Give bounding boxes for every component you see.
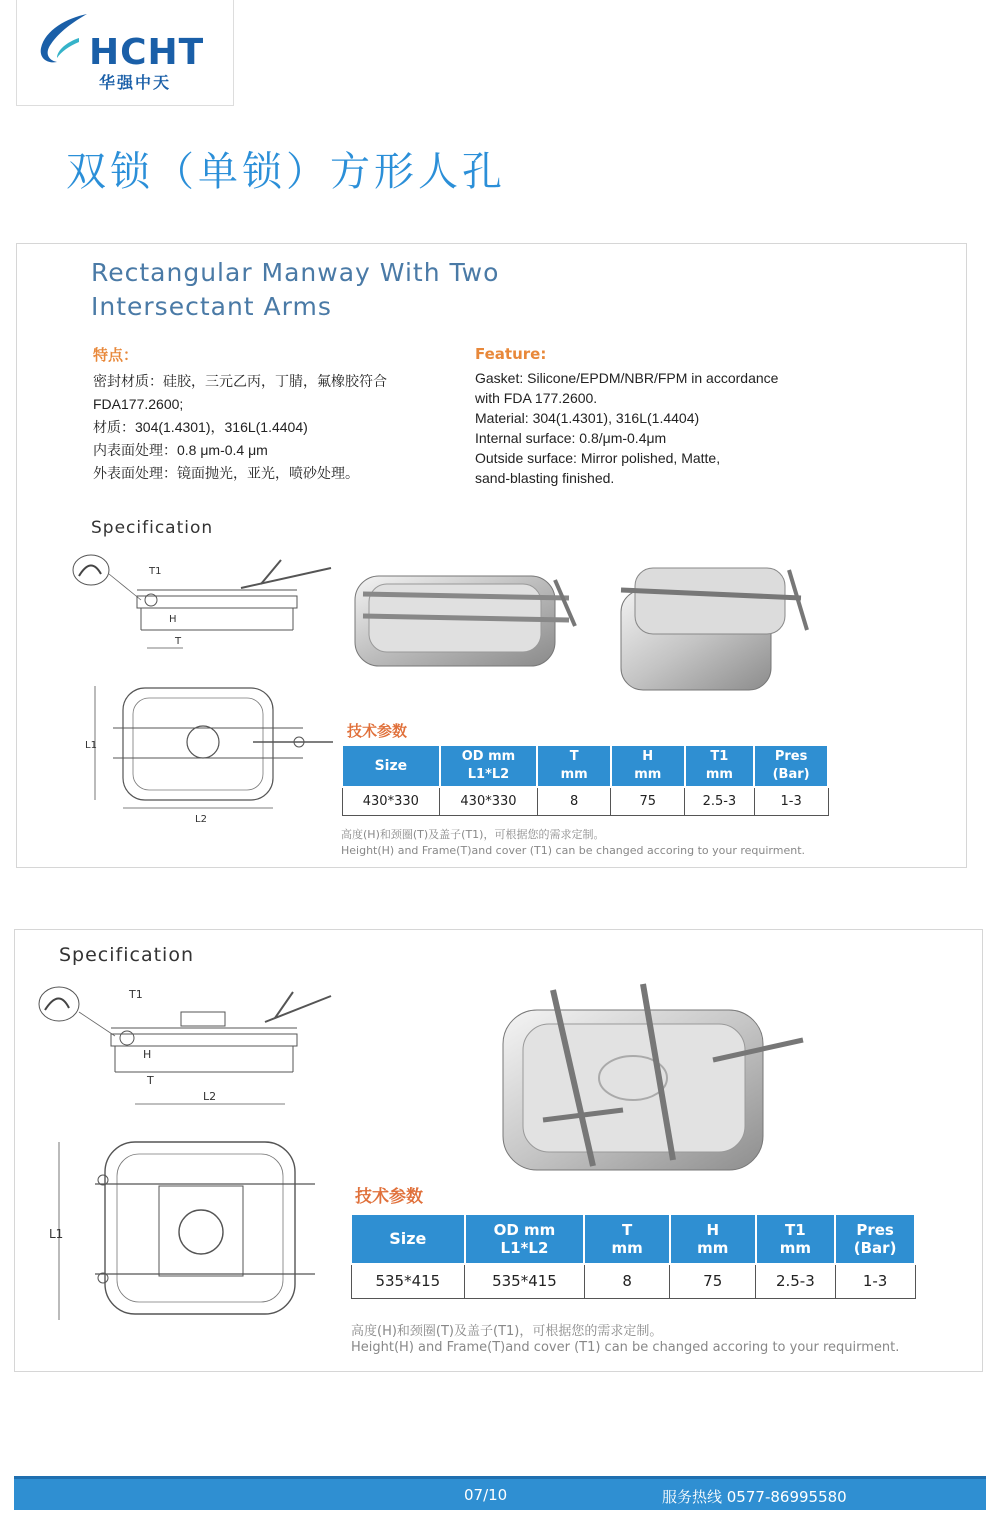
- manway-photo-3: [483, 970, 813, 1180]
- top-view-drawing: [45, 1134, 325, 1334]
- page-title: 双锁（单锁）方形人孔: [66, 149, 506, 195]
- cell-t: 8: [537, 787, 611, 815]
- note-en: Height(H) and Frame(T)and cover (T1) can be changed accoring to your requirment.: [351, 1340, 900, 1355]
- label-t1: T1: [129, 988, 143, 1001]
- top-view-drawing: [83, 680, 353, 830]
- product-title: Rectangular Manway With Two Intersectant Arms: [91, 258, 500, 321]
- label-l1: L1: [85, 740, 97, 751]
- side-view-drawing: [71, 550, 341, 660]
- table-row: [351, 1264, 915, 1298]
- header-size: Size: [342, 745, 440, 787]
- cell-size: 430*330: [342, 787, 440, 815]
- side-view-drawing: [35, 982, 335, 1112]
- cell-size: 535*415: [351, 1264, 465, 1298]
- header-od: OD mm L1*L2: [440, 745, 538, 787]
- header-h: H mm: [670, 1214, 756, 1264]
- header-t: T mm: [537, 745, 611, 787]
- cell-od: 535*415: [465, 1264, 585, 1298]
- cell-t1: 2.5-3: [756, 1264, 836, 1298]
- feature-cn-heading: 特点：: [93, 346, 139, 364]
- manway-photo-1: [343, 558, 591, 678]
- feature-en-list: Gasket: Silicone/EPDM/NBR/FPM in accordance with FDA 177.2600. Material: 304(1.4301), 316L(1.4404) Internal surface: 0.8/μm-0.4μm Outside surface: Mirror polished, Matte, sand-blasting finished.: [475, 370, 779, 486]
- cell-h: 75: [611, 787, 685, 815]
- brand-logo: [16, 0, 234, 106]
- brand-name: HCHT: [89, 32, 205, 73]
- header-t1: T1 mm: [756, 1214, 836, 1264]
- note-cn: 高度(H)和颈圈(T)及盖子(T1)，可根据您的需求定制。: [341, 828, 605, 841]
- feature-en-heading: Feature:: [475, 345, 547, 363]
- cell-pres: 1-3: [835, 1264, 915, 1298]
- spec-label: Specification: [59, 944, 194, 966]
- product-panel-2: [14, 929, 983, 1372]
- label-h: H: [143, 1048, 152, 1061]
- header-pres: Pres (Bar): [754, 745, 828, 787]
- feature-cn-list: 密封材质：硅胶，三元乙丙，丁腈，氟橡胶符合 FDA177.2600; 材质：304(1.4301)，316L(1.4404) 内表面处理：0.8 μm-0.4 μm 外表面处理：镜面抛光，亚光，喷砂处理。: [93, 373, 387, 481]
- spec-label: Specification: [91, 518, 214, 538]
- label-t: T: [175, 636, 182, 647]
- service-hotline: 服务热线 0577-86995580: [662, 1488, 847, 1506]
- table-row: [342, 787, 828, 815]
- product-panel-1: [16, 243, 967, 868]
- manway-photo-2: [611, 550, 811, 698]
- header-h: H mm: [611, 745, 685, 787]
- brand-name-cn: 华强中天: [99, 73, 172, 92]
- tech-params-heading: 技术参数: [347, 722, 408, 740]
- header-t1: T1 mm: [685, 745, 755, 787]
- cell-h: 75: [670, 1264, 756, 1298]
- label-t: T: [147, 1074, 154, 1087]
- label-h: H: [169, 614, 177, 625]
- header-size: Size: [351, 1214, 465, 1264]
- tech-params-heading: 技术参数: [355, 1187, 423, 1207]
- brand-swoosh-icon: [27, 8, 97, 88]
- label-t1: T1: [149, 566, 162, 577]
- header-pres: Pres (Bar): [835, 1214, 915, 1264]
- page-number: 07/10: [464, 1486, 508, 1504]
- label-l2: L2: [195, 814, 207, 825]
- cell-pres: 1-3: [754, 787, 828, 815]
- note-cn: 高度(H)和颈圈(T)及盖子(T1)，可根据您的需求定制。: [351, 1324, 663, 1339]
- cell-t1: 2.5-3: [685, 787, 755, 815]
- cell-t: 8: [584, 1264, 670, 1298]
- spec-table: [341, 744, 829, 816]
- page-footer: [14, 1476, 986, 1510]
- header-od: OD mm L1*L2: [465, 1214, 585, 1264]
- spec-table: [350, 1213, 916, 1299]
- label-l2: L2: [203, 1090, 217, 1103]
- label-l1: L1: [49, 1227, 64, 1241]
- note-en: Height(H) and Frame(T)and cover (T1) can be changed accoring to your requirment.: [341, 844, 806, 857]
- cell-od: 430*330: [440, 787, 538, 815]
- header-t: T mm: [584, 1214, 670, 1264]
